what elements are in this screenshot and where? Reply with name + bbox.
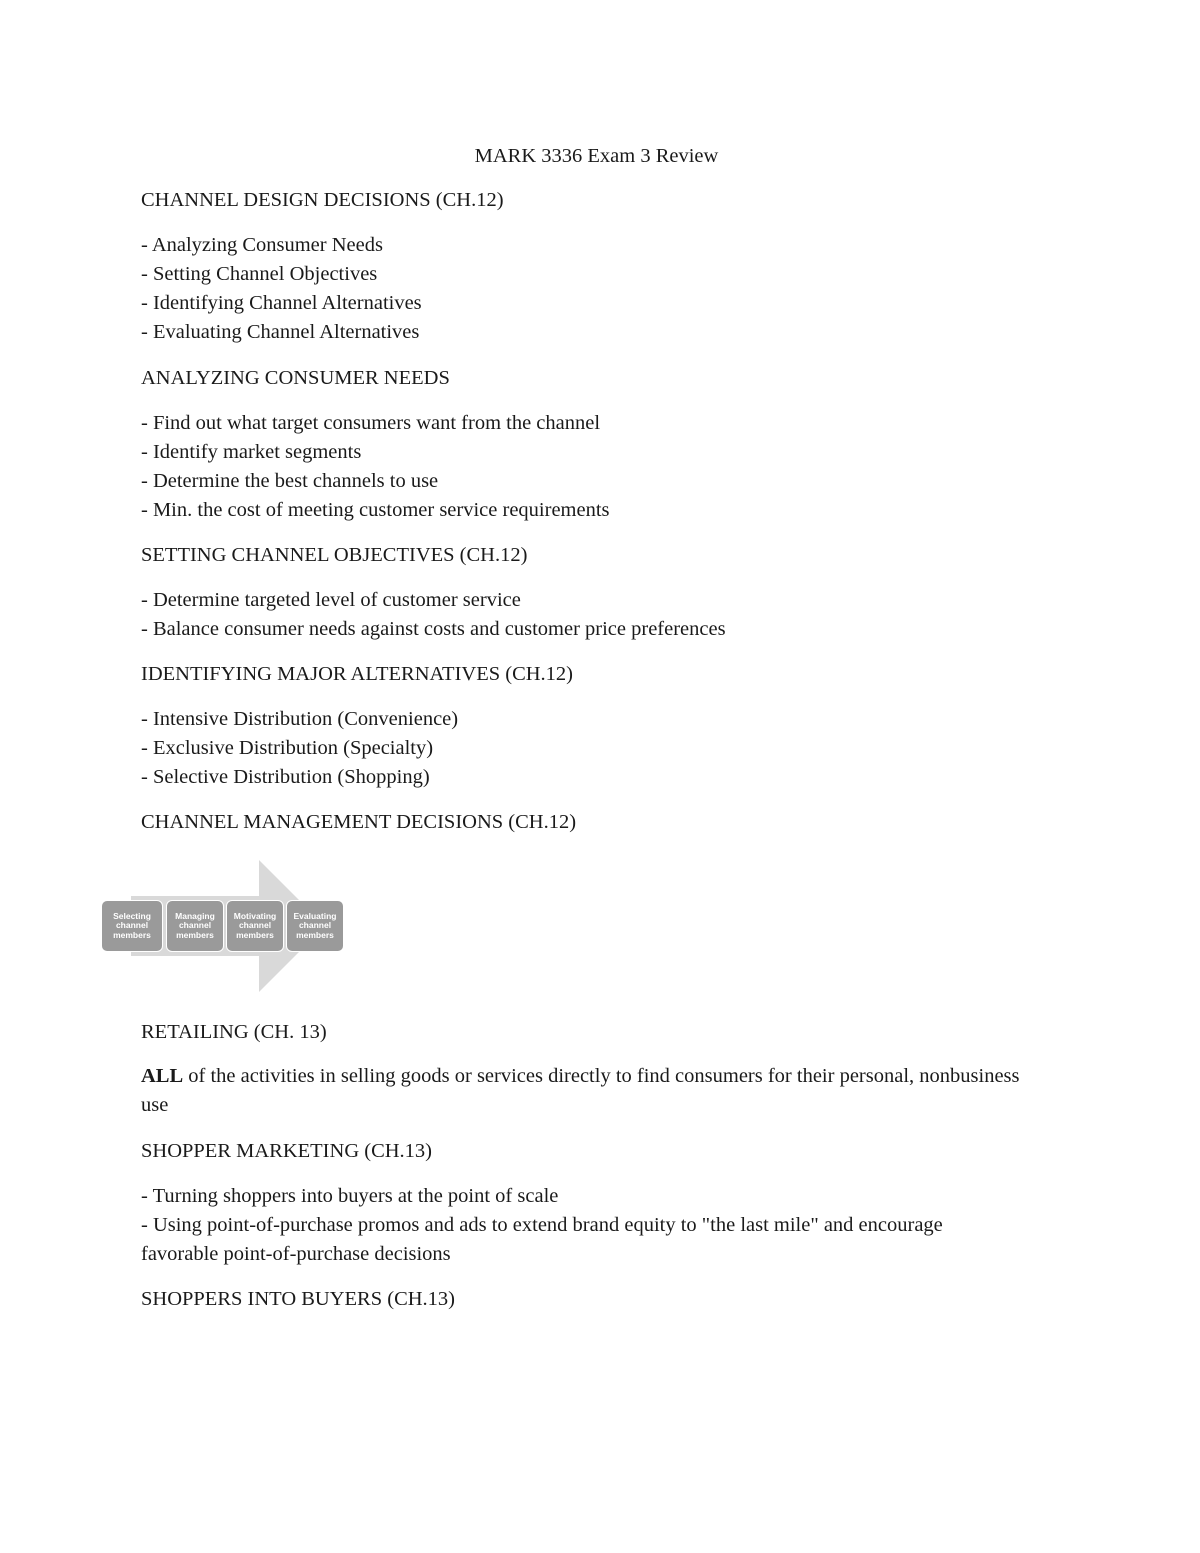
section-heading-retailing: RETAILING (CH. 13) bbox=[141, 1021, 327, 1043]
emphasis-text: ALL bbox=[141, 1065, 184, 1087]
diagram-box-selecting: Selecting channel members bbox=[101, 900, 163, 952]
list-item: - Balance consumer needs against costs and customer price preferences bbox=[141, 618, 726, 640]
section-heading-objectives: SETTING CHANNEL OBJECTIVES (CH.12) bbox=[141, 544, 528, 566]
list-item: - Analyzing Consumer Needs bbox=[141, 234, 383, 256]
list-item: - Setting Channel Objectives bbox=[141, 263, 378, 285]
retailing-definition bbox=[141, 1062, 1051, 1120]
list-item: - Intensive Distribution (Convenience) bbox=[141, 708, 459, 730]
list-item: - Evaluating Channel Alternatives bbox=[141, 321, 420, 343]
diagram-box-motivating: Motivating channel members bbox=[226, 900, 284, 952]
list-item: - Identifying Channel Alternatives bbox=[141, 292, 422, 314]
list-item: - Turning shoppers into buyers at the point of scale bbox=[141, 1185, 559, 1207]
list-item: - Exclusive Distribution (Specialty) bbox=[141, 737, 434, 759]
list-item: - Min. the cost of meeting customer service requirements bbox=[141, 499, 610, 521]
section-heading-design: CHANNEL DESIGN DECISIONS (CH.12) bbox=[141, 189, 504, 211]
diagram-box-managing: Managing channel members bbox=[166, 900, 224, 952]
list-item: - Using point-of-purchase promos and ads to extend brand equity to "the last mile" and encourage favorable point-of-purchase decisions bbox=[141, 1214, 943, 1265]
section-heading-shopper-marketing: SHOPPER MARKETING (CH.13) bbox=[141, 1140, 433, 1162]
list-item: - Find out what target consumers want from the channel bbox=[141, 412, 601, 434]
section-heading-shoppers-buyers: SHOPPERS INTO BUYERS (CH.13) bbox=[141, 1288, 456, 1310]
section-heading-management: CHANNEL MANAGEMENT DECISIONS (CH.12) bbox=[141, 811, 577, 833]
list-item: - Identify market segments bbox=[141, 441, 362, 463]
channel-management-diagram bbox=[113, 860, 337, 992]
list-item: - Determine targeted level of customer service bbox=[141, 589, 521, 611]
section-heading-alternatives: IDENTIFYING MAJOR ALTERNATIVES (CH.12) bbox=[141, 663, 574, 685]
definition-text: of the activities in selling goods or services directly to find consumers for their personal, nonbusiness use bbox=[141, 1065, 1020, 1116]
list-item: - Selective Distribution (Shopping) bbox=[141, 766, 430, 788]
section-heading-analyzing: ANALYZING CONSUMER NEEDS bbox=[141, 367, 450, 389]
document-title: MARK 3336 Exam 3 Review bbox=[474, 145, 719, 167]
list-item: - Determine the best channels to use bbox=[141, 470, 439, 492]
diagram-box-evaluating: Evaluating channel members bbox=[286, 900, 344, 952]
